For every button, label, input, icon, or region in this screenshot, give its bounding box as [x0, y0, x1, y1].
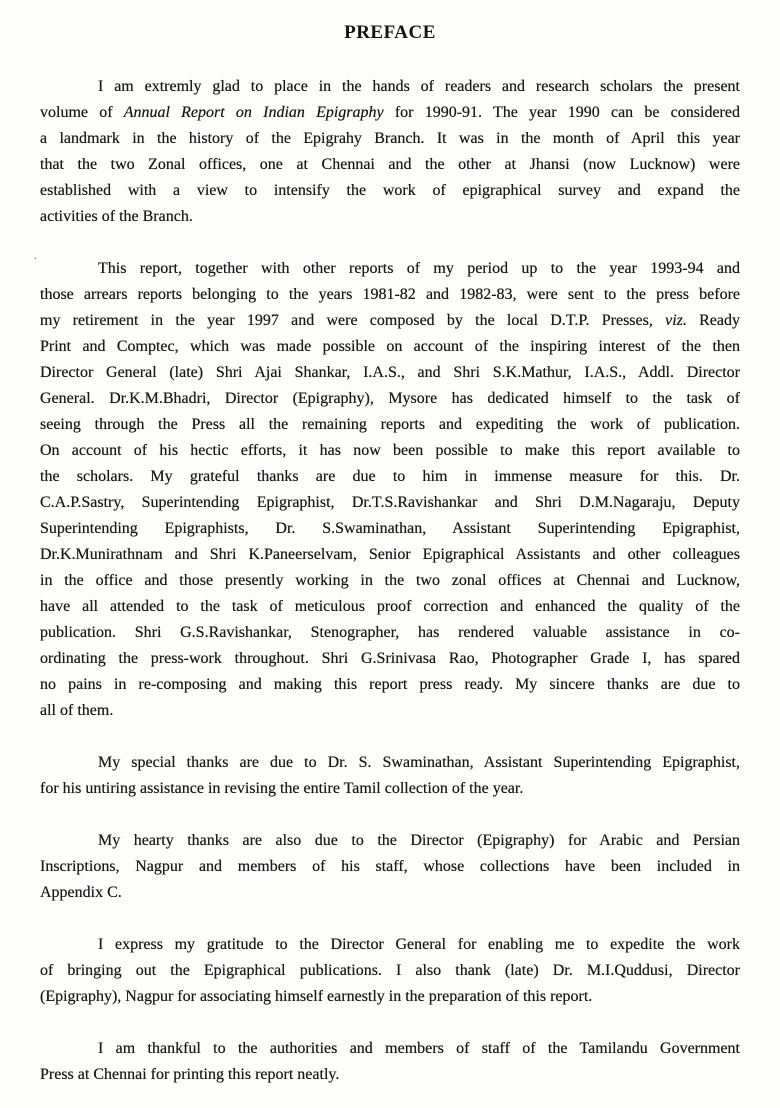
text-segment: established with a view to intensify the work of epigraphical survey and expand the: [40, 182, 740, 199]
text-segment: publication. Shri G.S.Ravishankar, Stenographer, has rendered valuable assistance in co-: [40, 624, 740, 641]
paragraph: [40, 932, 740, 1010]
text-segment: volume of: [40, 104, 124, 121]
text-line: [40, 698, 740, 724]
text-segment: Inscriptions, Nagpur and members of his staff, whose collections have been included in: [40, 858, 740, 875]
text-segment: that the two Zonal offices, one at Chennai and the other at Jhansi (now Lucknow) were: [40, 156, 740, 173]
text-segment: (Epigraphy), Nagpur for associating himself earnestly in the preparation of this report.: [40, 988, 593, 1005]
text-segment: no pains in re-composing and making this report press ready. My sincere thanks are due to: [40, 676, 740, 693]
text-line: [40, 178, 740, 204]
paragraph: [40, 1036, 740, 1088]
italic-text-segment: Annual Report on Indian Epigraphy: [123, 104, 384, 121]
text-line: [40, 594, 740, 620]
text-segment: for his untiring assistance in revising the entire Tamil collection of the year.: [40, 780, 524, 797]
text-line: [40, 984, 740, 1010]
text-segment: activities of the Branch.: [40, 208, 193, 225]
text-segment: Print and Comptec, which was made possible on account of the inspiring interest of the then: [40, 338, 740, 355]
text-line: [40, 516, 740, 542]
text-segment: in the office and those presently working in the two zonal offices at Chennai and Lucknow,: [40, 572, 740, 589]
text-segment: those arrears reports belonging to the years 1981-82 and 1982-83, were sent to the press before: [40, 286, 740, 303]
text-line: [40, 490, 740, 516]
text-line: [40, 438, 740, 464]
text-line: [40, 308, 740, 334]
text-line: [40, 750, 740, 776]
text-segment: seeing through the Press all the remaining reports and expediting the work of publication.: [40, 416, 740, 433]
text-line: [40, 828, 740, 854]
text-segment: C.A.P.Sastry, Superintending Epigraphist, Dr.T.S.Ravishankar and Shri D.M.Nagaraju, Deputy: [40, 494, 740, 511]
text-line: [40, 204, 740, 230]
text-line: [40, 282, 740, 308]
text-line: [40, 776, 740, 802]
text-segment: On account of his hectic efforts, it has now been possible to make this report available to: [40, 442, 740, 459]
text-line: [40, 464, 740, 490]
text-line: [40, 568, 740, 594]
text-segment: all of them.: [40, 702, 114, 719]
text-line: [40, 1062, 740, 1088]
text-segment: Press at Chennai for printing this report neatly.: [40, 1066, 340, 1083]
text-line: [40, 412, 740, 438]
text-segment: Ready: [686, 312, 741, 329]
text-segment: This report, together with other reports of my period up to the year 1993-94 and: [98, 260, 740, 277]
text-segment: Dr.K.Munirathnam and Shri K.Paneerselvam, Senior Epigraphical Assistants and other colleagues: [40, 546, 740, 563]
text-line: [40, 360, 740, 386]
italic-text-segment: viz.: [665, 312, 687, 329]
text-segment: for 1990-91. The year 1990 can be considered: [383, 104, 740, 121]
text-line: [40, 100, 740, 126]
text-line: [40, 620, 740, 646]
text-segment: My special thanks are due to Dr. S. Swaminathan, Assistant Superintending Epigraphist,: [98, 754, 740, 771]
scan-artifact-dot: ·: [33, 252, 38, 267]
text-line: [40, 256, 740, 282]
text-line: [40, 672, 740, 698]
text-segment: of bringing out the Epigraphical publications. I also thank (late) Dr. M.I.Quddusi, Director: [40, 962, 740, 979]
text-segment: my retirement in the year 1997 and were composed by the local D.T.P. Presses,: [40, 312, 666, 329]
text-line: [40, 542, 740, 568]
text-line: [40, 880, 740, 906]
text-segment: I am extremly glad to place in the hands of readers and research scholars the present: [98, 78, 740, 95]
text-line: [40, 152, 740, 178]
text-line: [40, 646, 740, 672]
text-line: [40, 958, 740, 984]
text-line: [40, 386, 740, 412]
preface-body: [40, 74, 740, 1088]
text-segment: General. Dr.K.M.Bhadri, Director (Epigraphy), Mysore has dedicated himself to the task of: [40, 390, 740, 407]
paragraph: [40, 74, 740, 230]
text-segment: Superintending Epigraphists, Dr. S.Swaminathan, Assistant Superintending Epigraphist,: [40, 520, 740, 537]
text-line: [40, 854, 740, 880]
text-segment: ordinating the press-work throughout. Shri G.Srinivasa Rao, Photographer Grade I, has spared: [40, 650, 740, 667]
text-line: [40, 932, 740, 958]
text-segment: Director General (late) Shri Ajai Shankar, I.A.S., and Shri S.K.Mathur, I.A.S., Addl. Director: [40, 364, 740, 381]
paragraph: [40, 828, 740, 906]
text-line: [40, 334, 740, 360]
text-segment: I express my gratitude to the Director General for enabling me to expedite the work: [98, 936, 740, 953]
text-segment: Appendix C.: [40, 884, 122, 901]
text-line: [40, 74, 740, 100]
page-title: PREFACE: [344, 22, 436, 43]
text-segment: have all attended to the task of meticulous proof correction and enhanced the quality of the: [40, 598, 740, 615]
paragraph: [40, 256, 740, 724]
text-segment: I am thankful to the authorities and members of staff of the Tamilandu Government: [98, 1040, 740, 1057]
text-segment: a landmark in the history of the Epigrahy Branch. It was in the month of April this year: [40, 130, 740, 147]
text-line: [40, 1036, 740, 1062]
text-line: [40, 126, 740, 152]
text-segment: the scholars. My grateful thanks are due to him in immense measure for this. Dr.: [40, 468, 740, 485]
text-segment: My hearty thanks are also due to the Director (Epigraphy) for Arabic and Persian: [98, 832, 740, 849]
paragraph: [40, 750, 740, 802]
